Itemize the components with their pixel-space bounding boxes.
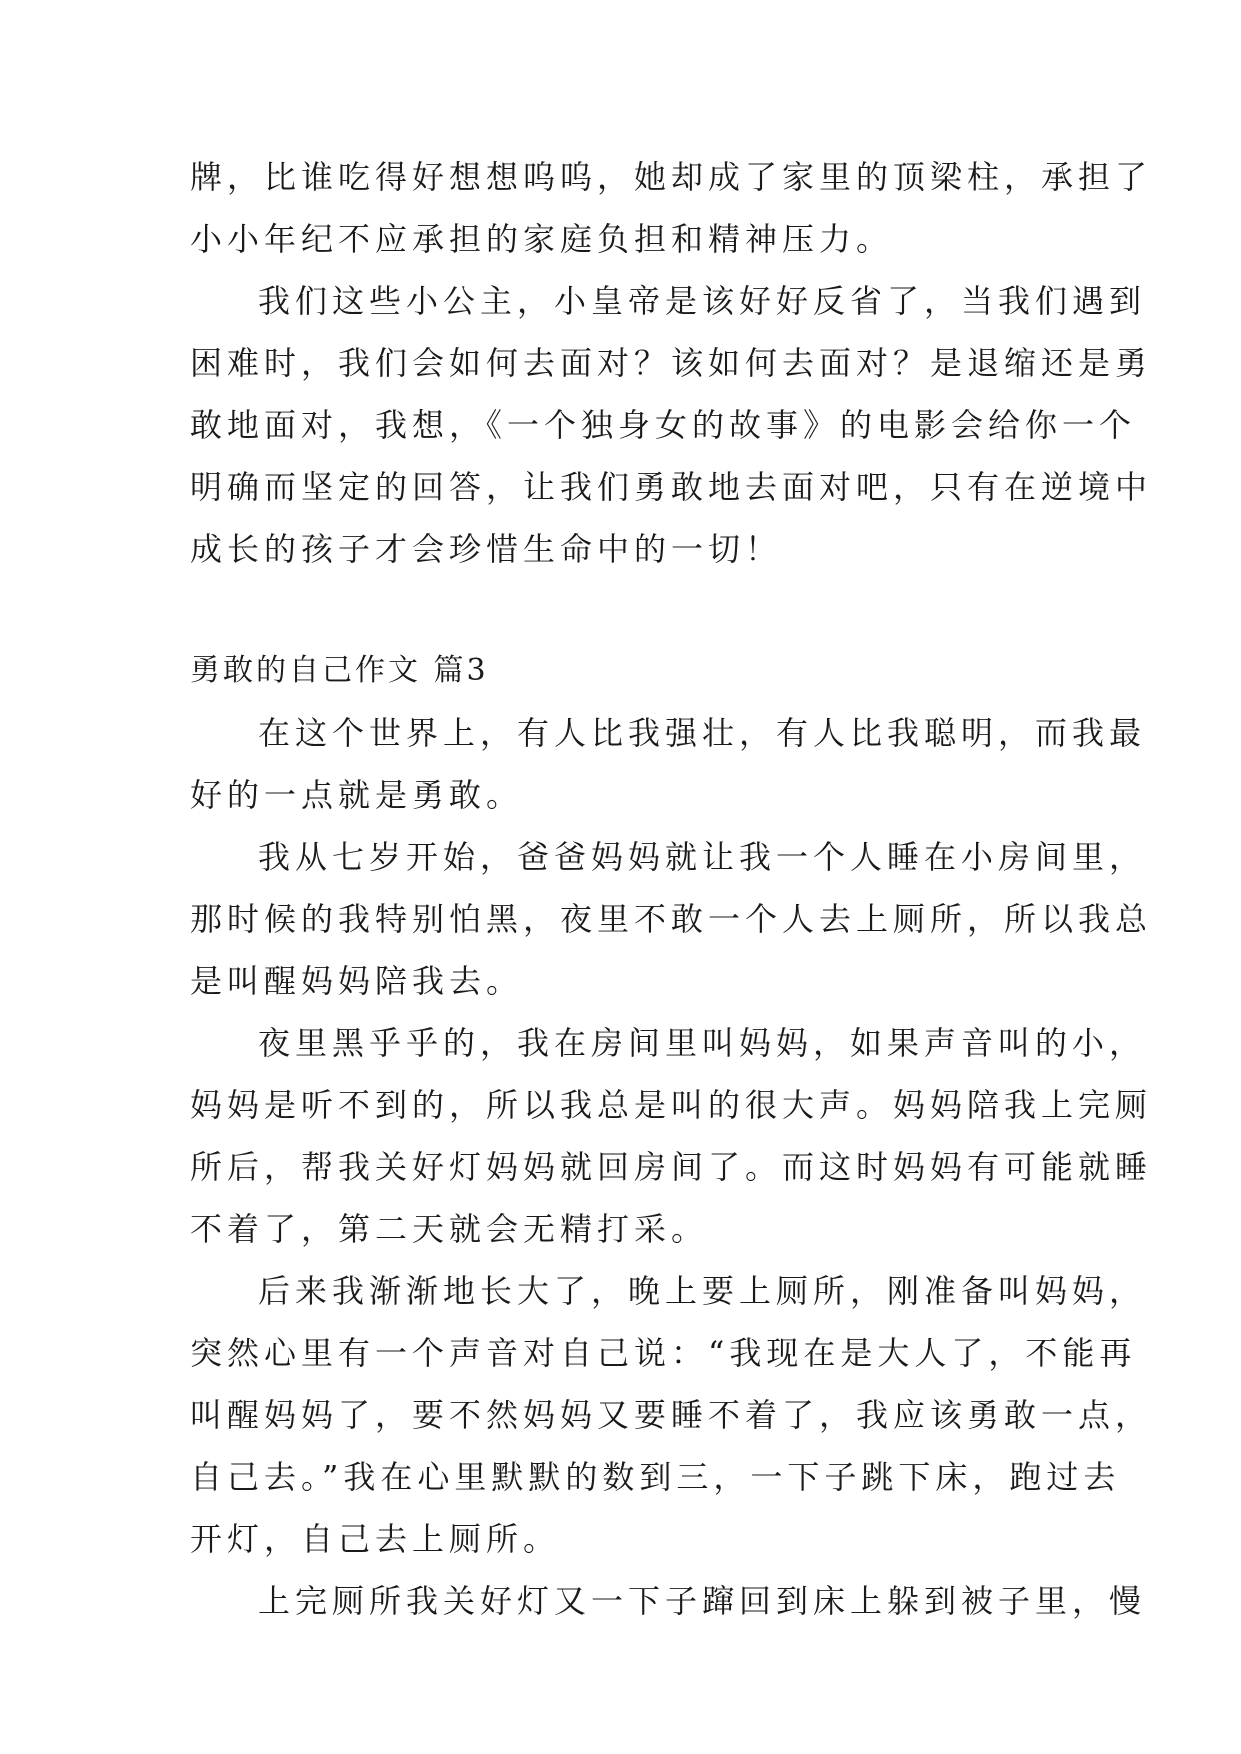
- text-line: 敢地面对，我想，《一个独身女的故事》的电影会给你一个: [190, 406, 1137, 444]
- paragraph-4: [190, 826, 1153, 1012]
- text-line: 上完厕所我关好灯又一下子蹿回到床上躲到被子里，慢: [258, 1582, 1147, 1620]
- paragraph-3: [190, 702, 1147, 826]
- text-line: 妈妈是听不到的，所以我总是叫的很大声。妈妈陪我上完厕: [190, 1086, 1153, 1124]
- text-line: 不着了，第二天就会无精打采。: [190, 1210, 709, 1248]
- text-line: 好的一点就是勇敢。: [190, 776, 524, 814]
- section-heading: 勇敢的自己作文 篇3: [190, 653, 489, 688]
- text-line: 是叫醒妈妈陪我去。: [190, 962, 524, 1000]
- text-line: 自己去。”我在心里默默的数到三，一下子跳下床，跑过去: [190, 1458, 1121, 1496]
- paragraph-1: [190, 146, 1153, 270]
- paragraph-7: [190, 1570, 1147, 1632]
- text-line: 在这个世界上，有人比我强壮，有人比我聪明，而我最: [258, 714, 1147, 752]
- paragraph-6: [190, 1260, 1153, 1570]
- text-line: 我从七岁开始，爸爸妈妈就让我一个人睡在小房间里，: [258, 838, 1147, 876]
- text-line: 我们这些小公主，小皇帝是该好好反省了，当我们遇到: [258, 282, 1147, 320]
- text-line: 叫醒妈妈了，要不然妈妈又要睡不着了，我应该勇敢一点，: [190, 1396, 1153, 1434]
- paragraph-2: [190, 270, 1153, 580]
- text-line: 成长的孩子才会珍惜生命中的一切！: [190, 530, 783, 568]
- text-line: 突然心里有一个声音对自己说：“我现在是大人了，不能再: [190, 1334, 1137, 1372]
- text-line: 那时候的我特别怕黑，夜里不敢一个人去上厕所，所以我总: [190, 900, 1153, 938]
- text-line: 牌，比谁吃得好想想呜呜，她却成了家里的顶梁柱，承担了: [190, 158, 1153, 196]
- document-body: [190, 146, 1153, 1632]
- text-line: 所后，帮我关好灯妈妈就回房间了。而这时妈妈有可能就睡: [190, 1148, 1153, 1186]
- text-line: 夜里黑乎乎的，我在房间里叫妈妈，如果声音叫的小，: [258, 1024, 1147, 1062]
- paragraph-5: [190, 1012, 1153, 1260]
- text-line: 明确而坚定的回答，让我们勇敢地去面对吧，只有在逆境中: [190, 468, 1153, 506]
- text-line: 困难时，我们会如何去面对？该如何去面对？是退缩还是勇: [190, 344, 1153, 382]
- text-line: 开灯，自己去上厕所。: [190, 1520, 561, 1558]
- text-line: 后来我渐渐地长大了，晚上要上厕所，刚准备叫妈妈，: [258, 1272, 1147, 1310]
- text-line: 小小年纪不应承担的家庭负担和精神压力。: [190, 220, 894, 258]
